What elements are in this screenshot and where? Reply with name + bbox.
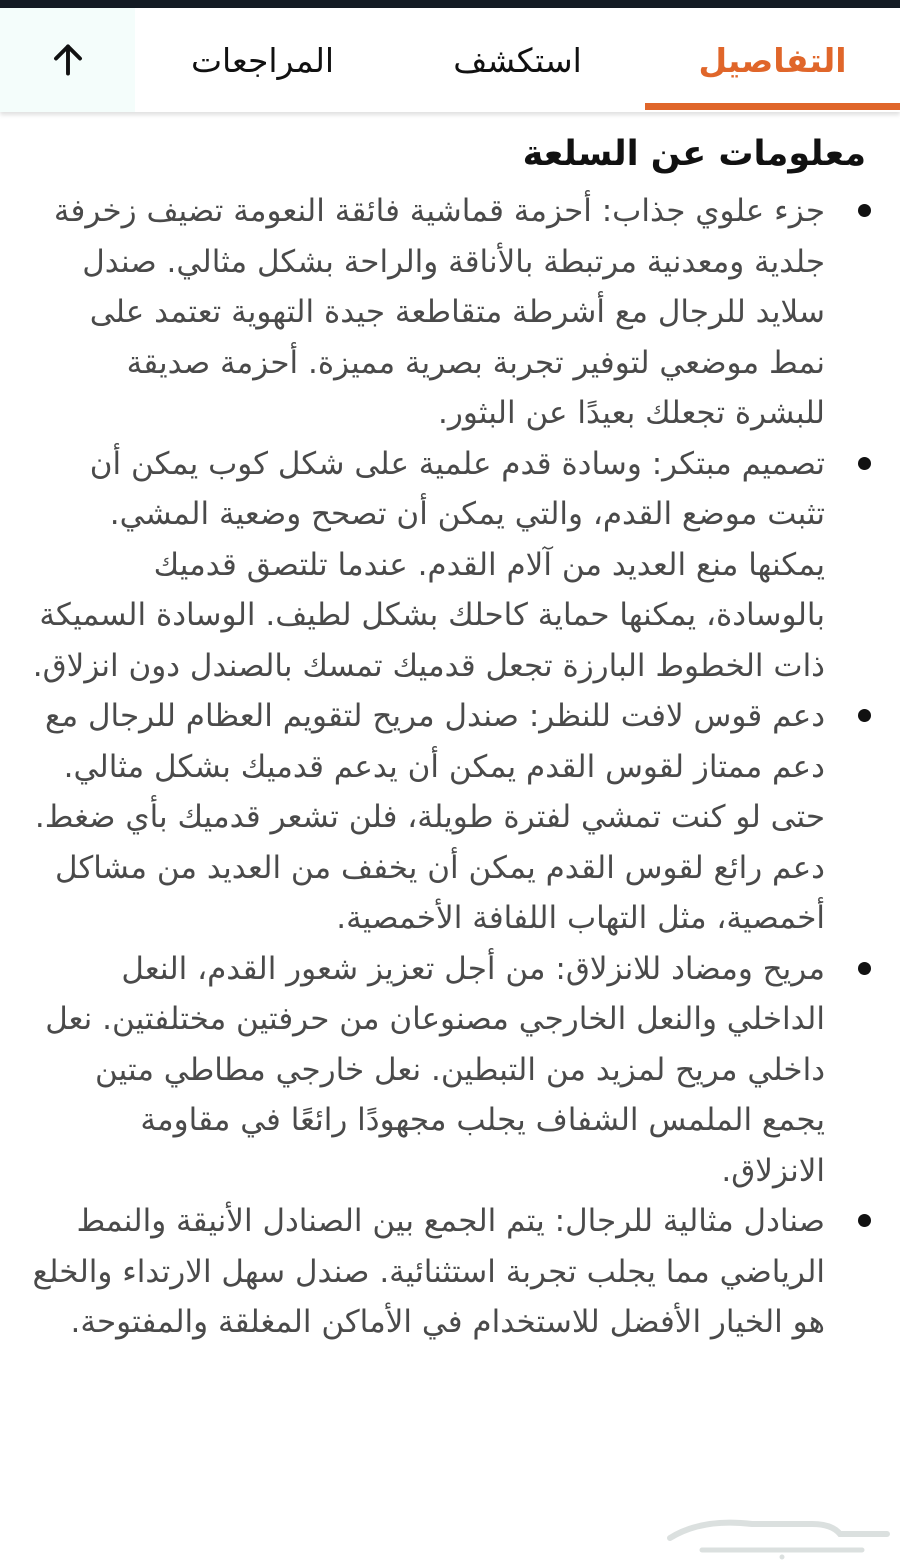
tab-details[interactable]	[645, 8, 900, 112]
list-item	[28, 691, 825, 944]
feature-text: جزء علوي جذاب: أحزمة قماشية فائقة النعومة تضيف زخرفة جلدية ومعدنية مرتبطة بالأناقة والراحة بشكل مثالي. صندل سلايد للرجال مع أشرطة متقاطعة جيدة التهوية تعتمد على نمط موضعي لتوفير تجربة بصرية مميزة. أحزمة صديقة للبشرة تجعلك بعيدًا عن البثور.	[53, 193, 825, 431]
list-item	[28, 186, 825, 439]
section-title: معلومات عن السلعة	[522, 134, 866, 174]
feature-text: تصميم مبتكر: وسادة قدم علمية على شكل كوب يمكن أن تثبت موضع القدم، والتي يمكن أن تصحح وضعية المشي. يمكنها منع العديد من آلام القدم. عندما تلتصق قدميك بالوسادة، يمكنها حماية كاحلك بشكل لطيف. الوسادة السميكة ذات الخطوط البارزة تجعل قدميك تمسك بالصندل دون انزلاق.	[32, 445, 825, 684]
watermark-logo-icon	[662, 1510, 897, 1560]
list-item	[28, 944, 825, 1197]
bullet-icon	[858, 709, 871, 722]
feature-text: صنادل مثالية للرجال: يتم الجمع بين الصنادل الأنيقة والنمط الرياضي مما يجلب تجربة استثنائية. صندل سهل الارتداء والخلع هو الخيار الأفضل للاستخدام في الأماكن المغلقة والمفتوحة.	[32, 1203, 825, 1340]
list-item	[28, 1196, 825, 1348]
active-tab-indicator	[645, 103, 900, 110]
arrow-up-icon	[50, 42, 86, 78]
tab-explore-label: استكشف	[453, 40, 582, 80]
feature-list	[0, 186, 900, 1348]
scroll-to-top-button[interactable]	[0, 8, 135, 112]
tab-details-label: التفاصيل	[698, 40, 847, 80]
bullet-icon	[858, 962, 871, 975]
bullet-icon	[858, 1214, 871, 1227]
tab-reviews-label: المراجعات	[190, 40, 335, 80]
status-bar	[0, 0, 900, 8]
list-item	[28, 439, 825, 692]
feature-text: مريح ومضاد للانزلاق: من أجل تعزيز شعور القدم، النعل الداخلي والنعل الخارجي مصنوعان من حرفتين مختلفتين. نعل داخلي مريح لمزيد من التبطين. نعل خارجي مطاطي متين يجمع الملمس الشفاف يجلب مجهودًا رائعًا في مقاومة الانزلاق.	[45, 950, 825, 1189]
bullet-icon	[858, 204, 871, 217]
tab-bar	[0, 8, 900, 112]
product-details-content	[0, 112, 900, 1348]
feature-text: دعم قوس لافت للنظر: صندل مريح لتقويم العظام للرجال مع دعم ممتاز لقوس القدم يمكن أن يدعم قدميك بشكل مثالي. حتى لو كنت تمشي لفترة طويلة، فلن تشعر قدميك بأي ضغط. دعم رائع لقوس القدم يمكن أن يخفف من العديد من مشاكل أخمصية، مثل التهاب اللفافة الأخمصية.	[34, 698, 825, 936]
tab-explore[interactable]	[405, 8, 630, 112]
bullet-icon	[858, 457, 871, 470]
tab-reviews[interactable]	[150, 8, 375, 112]
